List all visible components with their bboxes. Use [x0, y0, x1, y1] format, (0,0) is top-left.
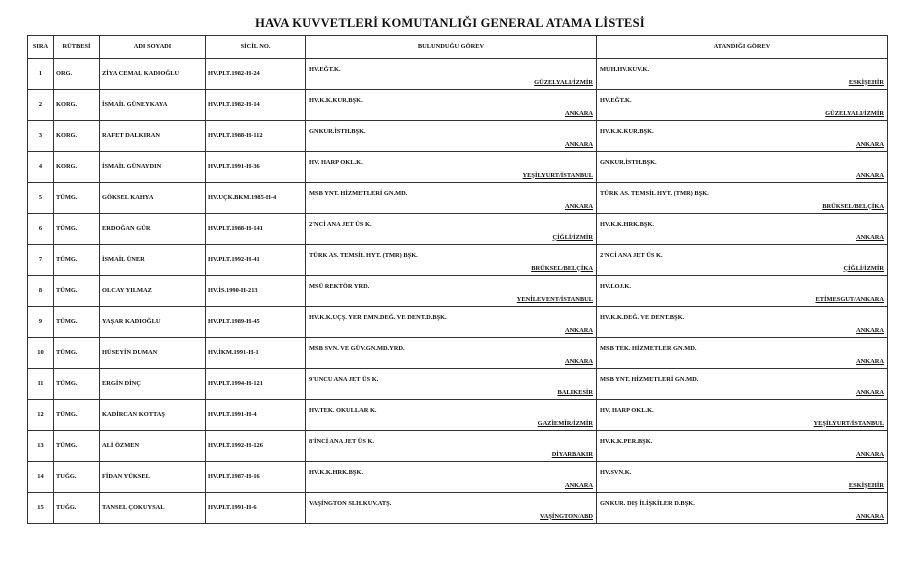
cell-rutbe: TUĞG. — [54, 493, 100, 524]
table-row — [28, 245, 888, 276]
atandigi-gorev-yer: ANKARA — [855, 140, 884, 148]
table-row — [28, 369, 888, 400]
cell-sira: 2 — [28, 90, 54, 121]
bulundugu-gorev-yer: ANKARA — [564, 140, 593, 148]
atandigi-gorev-text: MSB YNT. HİZMETLERİ GN.MD. — [600, 376, 699, 383]
cell-atandigi-gorev — [597, 152, 888, 183]
table-row — [28, 338, 888, 369]
cell-adi-soyadi: ERGİN DİNÇ — [100, 369, 206, 400]
cell-rutbe: TUĞG. — [54, 462, 100, 493]
cell-bulundugu-gorev — [306, 338, 597, 369]
cell-atandigi-gorev — [597, 431, 888, 462]
cell-bulundugu-gorev — [306, 121, 597, 152]
cell-sicil-no: HV.İKM.1991-H-1 — [206, 338, 306, 369]
cell-bulundugu-gorev — [306, 90, 597, 121]
atandigi-gorev-text: MSB TEK. HİZMETLER GN.MD. — [600, 345, 697, 352]
cell-bulundugu-gorev — [306, 276, 597, 307]
table-body — [28, 59, 888, 524]
cell-atandigi-gorev — [597, 90, 888, 121]
table-row — [28, 400, 888, 431]
cell-atandigi-gorev — [597, 400, 888, 431]
atandigi-gorev-text: MUH.HV.KUV.K. — [600, 66, 650, 73]
cell-sira: 5 — [28, 183, 54, 214]
cell-adi-soyadi: YAŞAR KADIOĞLU — [100, 307, 206, 338]
atandigi-gorev-text: HV.K.K.HRK.BŞK. — [600, 221, 655, 228]
cell-adi-soyadi: ALİ ÖZMEN — [100, 431, 206, 462]
bulundugu-gorev-yer: GAZİEMİR/İZMİR — [537, 419, 593, 427]
bulundugu-gorev-text: MSB YNT. HİZMETLERİ GN.MD. — [309, 190, 408, 197]
table-header — [28, 36, 888, 59]
cell-adi-soyadi: GÖKSEL KAHYA — [100, 183, 206, 214]
atandigi-gorev-text: GNKUR.İSTH.BŞK. — [600, 159, 657, 166]
cell-sicil-no: HV.PLT.1987-H-16 — [206, 462, 306, 493]
bulundugu-gorev-text: HV.K.K.KUR.BŞK. — [309, 97, 363, 104]
bulundugu-gorev-text: HV. HARP OKL.K. — [309, 159, 363, 166]
cell-adi-soyadi: İSMAİL GÜNAYDIN — [100, 152, 206, 183]
bulundugu-gorev-yer: BALIKESİR — [557, 388, 593, 396]
cell-sira: 14 — [28, 462, 54, 493]
header-rutbe: RÜTBESİ — [54, 36, 100, 59]
atandigi-gorev-yer: ANKARA — [855, 450, 884, 458]
bulundugu-gorev-yer: YENİLEVENT/İSTANBUL — [516, 295, 593, 303]
atandigi-gorev-text: 2'NCİ ANA JET ÜS K. — [600, 252, 663, 259]
bulundugu-gorev-yer: GÜZELYALI/İZMİR — [534, 78, 593, 86]
cell-sira: 1 — [28, 59, 54, 90]
cell-bulundugu-gorev — [306, 307, 597, 338]
cell-sicil-no: HV.PLT.1982-H-14 — [206, 90, 306, 121]
cell-adi-soyadi: ERDOĞAN GÜR — [100, 214, 206, 245]
cell-sira: 7 — [28, 245, 54, 276]
cell-atandigi-gorev — [597, 183, 888, 214]
cell-rutbe: KORG. — [54, 90, 100, 121]
cell-bulundugu-gorev — [306, 431, 597, 462]
cell-sira: 10 — [28, 338, 54, 369]
header-adi-soyadi: ADI SOYADI — [100, 36, 206, 59]
cell-atandigi-gorev — [597, 369, 888, 400]
cell-sicil-no: HV.PLT.1991-H-6 — [206, 493, 306, 524]
atandigi-gorev-yer: ANKARA — [855, 512, 884, 520]
cell-rutbe: TÜMG. — [54, 276, 100, 307]
bulundugu-gorev-yer: YEŞİLYURT/İSTANBUL — [522, 171, 593, 179]
atandigi-gorev-text: HV.LOJ.K. — [600, 283, 631, 290]
cell-adi-soyadi: HÜSEYİN DUMAN — [100, 338, 206, 369]
bulundugu-gorev-yer: DİYARBAKIR — [551, 450, 593, 458]
cell-sira: 13 — [28, 431, 54, 462]
atandigi-gorev-yer: ANKARA — [855, 171, 884, 179]
cell-atandigi-gorev — [597, 493, 888, 524]
cell-sicil-no: HV.PLT.1988-H-141 — [206, 214, 306, 245]
header-row — [28, 36, 888, 59]
atandigi-gorev-yer: GÜZELYALI/İZMİR — [825, 109, 884, 117]
cell-sicil-no: HV.PLT.1992-H-126 — [206, 431, 306, 462]
document-title: HAVA KUVVETLERİ KOMUTANLIĞI GENERAL ATAMA LİSTESİ — [255, 16, 645, 30]
cell-adi-soyadi: RAFET DALKIRAN — [100, 121, 206, 152]
bulundugu-gorev-text: MSB SVN. VE GÜV.GN.MD.YRD. — [309, 345, 405, 352]
cell-rutbe: TÜMG. — [54, 214, 100, 245]
cell-bulundugu-gorev — [306, 152, 597, 183]
table-row — [28, 214, 888, 245]
cell-bulundugu-gorev — [306, 59, 597, 90]
cell-bulundugu-gorev — [306, 493, 597, 524]
cell-sicil-no: HV.PLT.1989-H-45 — [206, 307, 306, 338]
cell-adi-soyadi: TANSEL ÇOKUYSAL — [100, 493, 206, 524]
atandigi-gorev-text: GNKUR. DIŞ İLİŞKİLER D.BŞK. — [600, 500, 695, 507]
atandigi-gorev-text: HV.K.K.DEĞ. VE DENT.BŞK. — [600, 314, 685, 321]
cell-sira: 6 — [28, 214, 54, 245]
cell-rutbe: TÜMG. — [54, 183, 100, 214]
header-atandigi-gorev: ATANDIĞI GÖREV — [597, 36, 888, 59]
cell-sicil-no: HV.PLT.1992-H-41 — [206, 245, 306, 276]
atandigi-gorev-text: HV.K.K.PER.BŞK. — [600, 438, 653, 445]
table-row — [28, 493, 888, 524]
bulundugu-gorev-text: VAŞİNGTON SLH.KUV.ATŞ. — [309, 500, 392, 507]
cell-adi-soyadi: FİDAN YÜKSEL — [100, 462, 206, 493]
bulundugu-gorev-text: HV.K.K.HRK.BŞK. — [309, 469, 364, 476]
cell-bulundugu-gorev — [306, 400, 597, 431]
cell-adi-soyadi: KADİRCAN KOTTAŞ — [100, 400, 206, 431]
cell-bulundugu-gorev — [306, 369, 597, 400]
cell-bulundugu-gorev — [306, 214, 597, 245]
cell-atandigi-gorev — [597, 245, 888, 276]
cell-rutbe: TÜMG. — [54, 431, 100, 462]
atandigi-gorev-yer: YEŞİLYURT/İSTANBUL — [813, 419, 884, 427]
atandigi-gorev-yer: ETİMESGUT/ANKARA — [815, 295, 884, 303]
atandigi-gorev-text: HV.EĞT.K. — [600, 97, 632, 104]
cell-atandigi-gorev — [597, 59, 888, 90]
atandigi-gorev-yer: ESKİŞEHİR — [848, 481, 884, 489]
cell-sicil-no: HV.PLT.1991-H-4 — [206, 400, 306, 431]
bulundugu-gorev-text: HV.EĞT.K. — [309, 66, 341, 73]
table-row — [28, 152, 888, 183]
bulundugu-gorev-text: 8'İNCİ ANA JET ÜS K. — [309, 438, 375, 445]
bulundugu-gorev-text: GNKUR.İSTH.BŞK. — [309, 128, 366, 135]
atandigi-gorev-yer: ANKARA — [855, 233, 884, 241]
bulundugu-gorev-yer: VAŞİNGTON/ABD — [539, 512, 593, 520]
cell-atandigi-gorev — [597, 276, 888, 307]
bulundugu-gorev-yer: ANKARA — [564, 326, 593, 334]
cell-sira: 8 — [28, 276, 54, 307]
cell-rutbe: TÜMG. — [54, 338, 100, 369]
bulundugu-gorev-yer: ANKARA — [564, 481, 593, 489]
cell-adi-soyadi: ZİYA CEMAL KADIOĞLU — [100, 59, 206, 90]
atandigi-gorev-yer: BRÜKSEL/BELÇİKA — [822, 202, 884, 210]
cell-rutbe: KORG. — [54, 121, 100, 152]
cell-sira: 15 — [28, 493, 54, 524]
cell-bulundugu-gorev — [306, 462, 597, 493]
bulundugu-gorev-yer: BRÜKSEL/BELÇİKA — [531, 264, 593, 272]
table-row — [28, 59, 888, 90]
atandigi-gorev-text: HV.K.K.KUR.BŞK. — [600, 128, 654, 135]
table-row — [28, 431, 888, 462]
cell-sicil-no: HV.UÇK.BKM.1985-H-4 — [206, 183, 306, 214]
cell-rutbe: TÜMG. — [54, 369, 100, 400]
table-row — [28, 90, 888, 121]
header-sicil-no: SİCİL NO. — [206, 36, 306, 59]
atandigi-gorev-yer: ÇİĞLİ/İZMİR — [843, 264, 884, 272]
atandigi-gorev-yer: ANKARA — [855, 388, 884, 396]
cell-adi-soyadi: İSMAİL GÜNEYKAYA — [100, 90, 206, 121]
bulundugu-gorev-yer: ÇİĞLİ/İZMİR — [552, 233, 593, 241]
table-row — [28, 307, 888, 338]
cell-sicil-no: HV.PLT.1982-H-24 — [206, 59, 306, 90]
cell-sicil-no: HV.İS.1990-H-213 — [206, 276, 306, 307]
cell-rutbe: TÜMG. — [54, 307, 100, 338]
bulundugu-gorev-text: 2'NCİ ANA JET ÜS K. — [309, 221, 372, 228]
table-row — [28, 276, 888, 307]
bulundugu-gorev-text: TÜRK AS. TEMSİL HYT. (TMR) BŞK. — [309, 252, 418, 259]
cell-sicil-no: HV.PLT.1988-H-112 — [206, 121, 306, 152]
cell-sira: 11 — [28, 369, 54, 400]
atandigi-gorev-text: HV. HARP OKL.K. — [600, 407, 654, 414]
cell-sicil-no: HV.PLT.1991-H-36 — [206, 152, 306, 183]
cell-bulundugu-gorev — [306, 245, 597, 276]
cell-sira: 12 — [28, 400, 54, 431]
bulundugu-gorev-yer: ANKARA — [564, 357, 593, 365]
atandigi-gorev-yer: ANKARA — [855, 357, 884, 365]
cell-adi-soyadi: OLCAY YILMAZ — [100, 276, 206, 307]
cell-sicil-no: HV.PLT.1994-H-121 — [206, 369, 306, 400]
cell-sira: 9 — [28, 307, 54, 338]
cell-atandigi-gorev — [597, 338, 888, 369]
atandigi-gorev-yer: ANKARA — [855, 326, 884, 334]
cell-sira: 4 — [28, 152, 54, 183]
table-row — [28, 462, 888, 493]
header-bulundugu-gorev: BULUNDUĞU GÖREV — [306, 36, 597, 59]
atandigi-gorev-yer: ESKİŞEHİR — [848, 78, 884, 86]
cell-atandigi-gorev — [597, 214, 888, 245]
bulundugu-gorev-text: MSÜ REKTÖR YRD. — [309, 283, 370, 290]
cell-rutbe: ORG. — [54, 59, 100, 90]
bulundugu-gorev-yer: ANKARA — [564, 202, 593, 210]
bulundugu-gorev-text: HV.K.K.UÇŞ. YER EMN.DEĞ. VE DENT.D.BŞK. — [309, 314, 447, 321]
cell-atandigi-gorev — [597, 462, 888, 493]
bulundugu-gorev-yer: ANKARA — [564, 109, 593, 117]
cell-rutbe: KORG. — [54, 152, 100, 183]
atandigi-gorev-text: TÜRK AS. TEMSİL HYT. (TMR) BŞK. — [600, 190, 709, 197]
cell-atandigi-gorev — [597, 307, 888, 338]
cell-rutbe: TÜMG. — [54, 245, 100, 276]
cell-sira: 3 — [28, 121, 54, 152]
bulundugu-gorev-text: HV.TEK. OKULLAR K. — [309, 407, 377, 414]
header-sira: SIRA — [28, 36, 54, 59]
table-row — [28, 121, 888, 152]
cell-bulundugu-gorev — [306, 183, 597, 214]
cell-adi-soyadi: İSMAİL ÜNER — [100, 245, 206, 276]
assignment-table — [27, 35, 888, 524]
atandigi-gorev-text: HV.SVN.K. — [600, 469, 632, 476]
cell-rutbe: TÜMG. — [54, 400, 100, 431]
cell-atandigi-gorev — [597, 121, 888, 152]
table-row — [28, 183, 888, 214]
bulundugu-gorev-text: 9'UNCU ANA JET ÜS K. — [309, 376, 379, 383]
